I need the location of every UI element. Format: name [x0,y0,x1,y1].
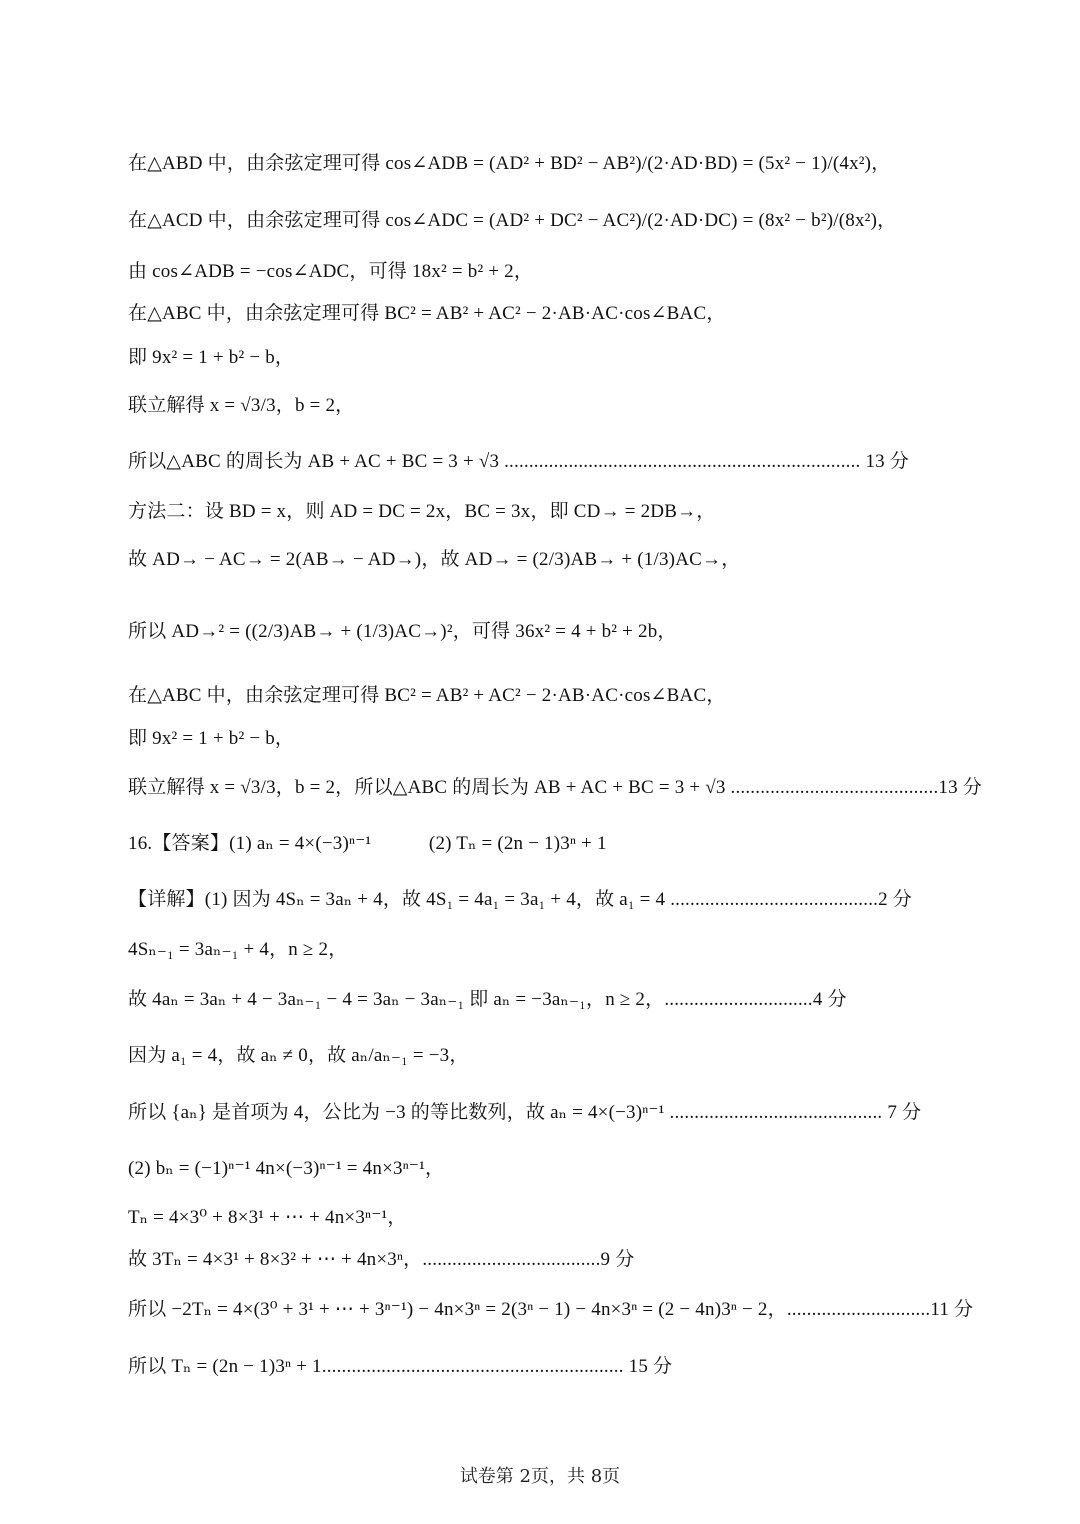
line-18: 因为 a₁ = 4，故 aₙ ≠ 0，故 aₙ/aₙ₋₁ = −3， [128,1045,469,1066]
line-2: 在△ACD 中，由余弦定理可得 cos∠ADC = (AD² + DC² − AC²)/(2·AD·DC) = (8x² − b²)/(8x²)， [128,210,897,231]
line-24: 所以 Tₙ = (2n − 1)3ⁿ + 1............................................................. 15 分 [128,1356,673,1377]
line-1: 在△ABD 中，由余弦定理可得 cos∠ADB = (AD² + BD² − AB²)/(2·AD·BD) = (5x² − 1)/(4x²)， [128,153,891,174]
line-12: 即 9x² = 1 + b² − b， [128,728,295,749]
line-11: 在△ABC 中，由余弦定理可得 BC² = AB² + AC² − 2·AB·AC·cos∠BAC， [128,685,726,706]
line-21: Tₙ = 4×3⁰ + 8×3¹ + ⋯ + 4n×3ⁿ⁻¹， [128,1207,407,1228]
line-6: 联立解得 x = √3/3，b = 2， [128,395,355,416]
line-10: 所以 AD→² = ((2/3)AB→ + (1/3)AC→)²，可得 36x² = 4 + b² + 2b， [128,621,677,642]
line-20: (2) bₙ = (−1)ⁿ⁻¹ 4n×(−3)ⁿ⁻¹ = 4n×3ⁿ⁻¹， [128,1158,445,1179]
line-19: 所以 {aₙ} 是首项为 4，公比为 −3 的等比数列，故 aₙ = 4×(−3)ⁿ⁻¹ ........................................... 7 分 [128,1102,922,1123]
line-22: 故 3Tₙ = 4×3¹ + 8×3² + ⋯ + 4n×3ⁿ，....................................9 分 [128,1249,635,1270]
line-17: 故 4aₙ = 3aₙ + 4 − 3aₙ₋₁ − 4 = 3aₙ − 3aₙ₋₁ 即 aₙ = −3aₙ₋₁，n ≥ 2，..............................4 分 [128,989,847,1010]
line-8: 方法二：设 BD = x，则 AD = DC = 2x，BC = 3x，即 CD→ = 2DB→， [128,501,716,522]
line-16: 4Sₙ₋₁ = 3aₙ₋₁ + 4，n ≥ 2， [128,939,348,960]
line-13: 联立解得 x = √3/3，b = 2，所以△ABC 的周长为 AB + AC + BC = 3 + √3 ..........................................13 分 [128,777,982,798]
line-7: 所以△ABC 的周长为 AB + AC + BC = 3 + √3 ........................................................................ 13 分 [128,451,910,472]
line-15: 【详解】(1) 因为 4Sₙ = 3aₙ + 4，故 4S₁ = 4a₁ = 3a₁ + 4，故 a₁ = 4 ..........................................2 分 [128,889,912,910]
line-4: 在△ABC 中，由余弦定理可得 BC² = AB² + AC² − 2·AB·AC·cos∠BAC， [128,303,726,324]
line-3: 由 cos∠ADB = −cos∠ADC，可得 18x² = b² + 2， [128,261,534,282]
line-23: 所以 −2Tₙ = 4×(3⁰ + 3¹ + ⋯ + 3ⁿ⁻¹) − 4n×3ⁿ = 2(3ⁿ − 1) − 4n×3ⁿ = (2 − 4n)3ⁿ − 2，.............................11 分 [128,1299,974,1320]
answer-heading: 16.【答案】(1) aₙ = 4×(−3)ⁿ⁻¹ (2) Tₙ = (2n − 1)3ⁿ + 1 [128,833,607,854]
line-9: 故 AD→ − AC→ = 2(AB→ − AD→)，故 AD→ = (2/3)AB→ + (1/3)AC→， [128,549,741,570]
page-footer: 试卷第 2页，共 8页 [459,1466,621,1487]
line-5: 即 9x² = 1 + b² − b， [128,347,295,368]
